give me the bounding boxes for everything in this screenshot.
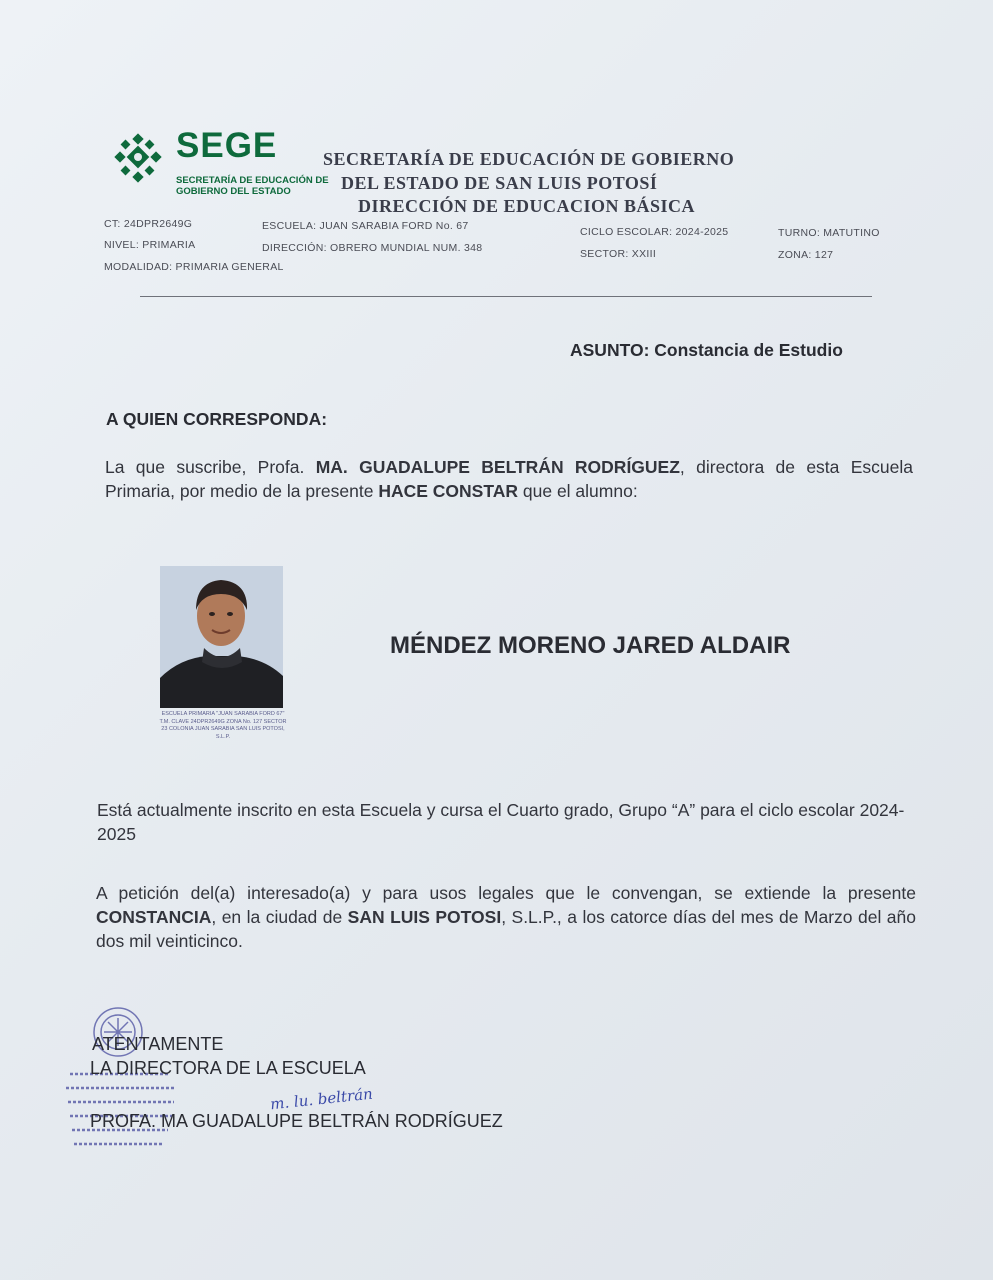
gov-heading-line-2: DEL ESTADO DE SAN LUIS POTOSÍ — [341, 173, 658, 193]
city-name: SAN LUIS POTOSI — [347, 907, 502, 927]
greeting: A QUIEN CORRESPONDA: — [106, 409, 328, 429]
petition-text-2: , en la ciudad de — [211, 907, 348, 927]
photo-stamp-caption: ESCUELA PRIMARIA "JUAN SARABIA FORD 67" T.M. CLAVE 24DPR2649G ZONA No. 127 SECTOR 23 COLONIA JUAN SARABIA SAN LUIS POTOSI, S.L.P. — [159, 711, 287, 740]
info-ct: CT: 24DPR2649G — [104, 218, 193, 230]
enrollment-paragraph: Está actualmente inscrito en esta Escuela y cursa el Cuarto grado, Grupo “A” para el ciclo escolar 2024-2025 — [97, 800, 905, 844]
sege-logo-icon — [112, 133, 164, 190]
asunto-line: ASUNTO: Constancia de Estudio — [570, 340, 843, 360]
logo-subtitle: SECRETARÍA DE EDUCACIÓN DE GOBIERNO DEL ESTADO — [176, 175, 329, 197]
closing-signer-name: PROFA. MA GUADALUPE BELTRÁN RODRÍGUEZ — [90, 1111, 503, 1131]
handwritten-signature: m. lu. beltrán — [269, 1084, 374, 1114]
gov-heading-line-3: DIRECCIÓN DE EDUCACION BÁSICA — [358, 196, 696, 216]
info-zona: ZONA: 127 — [778, 249, 834, 261]
closing-role: LA DIRECTORA DE LA ESCUELA — [90, 1058, 366, 1078]
info-sector: SECTOR: XXIII — [580, 248, 657, 260]
intro-text-1: La que suscribe, Profa. — [105, 457, 316, 477]
info-ciclo: CICLO ESCOLAR: 2024-2025 — [580, 226, 729, 238]
petition-text-3: , S.L.P., a los catorce días del mes de Marzo del año dos mil veinticinco. — [96, 907, 917, 951]
info-escuela: ESCUELA: JUAN SARABIA FORD No. 67 — [262, 220, 469, 232]
info-nivel: NIVEL: PRIMARIA — [104, 239, 196, 251]
header-divider — [140, 296, 872, 297]
petition-paragraph — [96, 881, 916, 953]
student-name: MÉNDEZ MORENO JARED ALDAIR — [390, 632, 791, 659]
closing-atentamente: ATENTAMENTE — [92, 1034, 224, 1054]
info-direccion: DIRECCIÓN: OBRERO MUNDIAL NUM. 348 — [262, 242, 483, 254]
petition-text-1: A petición del(a) interesado(a) y para usos legales que le convengan, se extiende la presente — [96, 883, 916, 903]
info-modalidad: MODALIDAD: PRIMARIA GENERAL — [104, 261, 284, 273]
hace-constar: HACE CONSTAR — [378, 481, 519, 501]
director-name: MA. GUADALUPE BELTRÁN RODRÍGUEZ — [315, 457, 680, 477]
intro-paragraph — [105, 455, 913, 503]
intro-text-3: que el alumno: — [518, 481, 638, 501]
student-photo — [160, 566, 283, 708]
intro-text-2: , directora de esta Escuela Primaria, por medio de la presente — [105, 457, 913, 501]
logo-wordmark: SEGE — [176, 126, 278, 165]
gov-heading-line-1: SECRETARÍA DE EDUCACIÓN DE GOBIERNO — [323, 149, 735, 169]
info-turno: TURNO: MATUTINO — [778, 227, 880, 239]
constancia-word: CONSTANCIA — [96, 907, 212, 927]
official-school-stamp — [60, 1004, 190, 1169]
